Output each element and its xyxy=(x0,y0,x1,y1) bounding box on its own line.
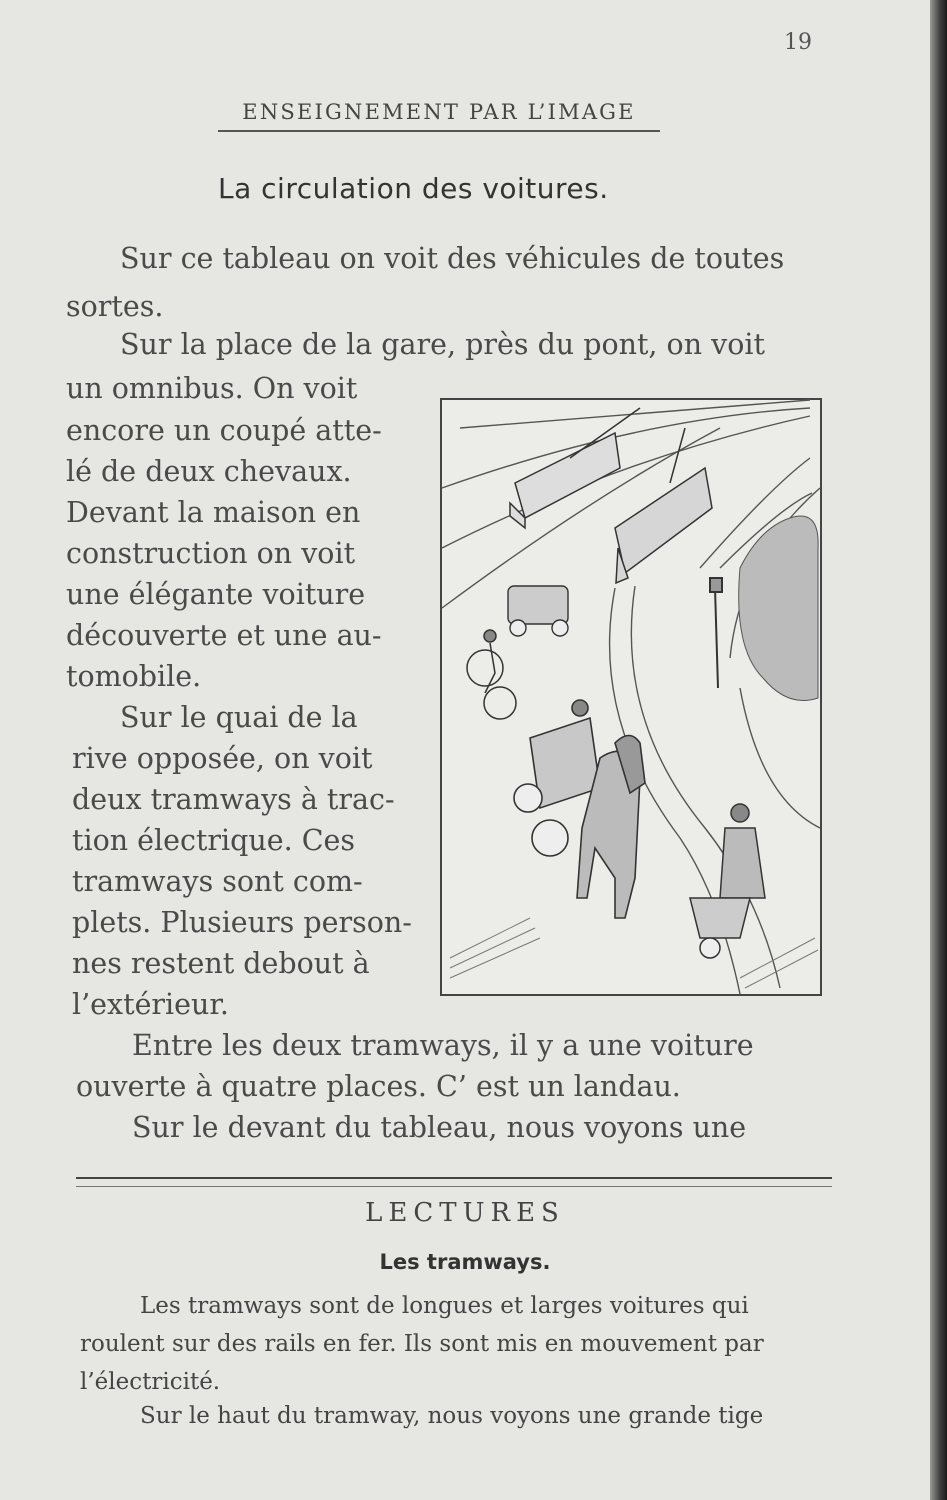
text-line: rive opposée, on voit xyxy=(72,742,373,775)
text-line: tion électrique. Ces xyxy=(72,824,356,857)
lecture-line: l’électricité. xyxy=(80,1369,221,1395)
text-line: deux tramways à trac- xyxy=(72,783,395,816)
text-line: Sur ce tableau on voit des véhicules de toutes xyxy=(120,242,785,275)
lecture-title: Les tramways. xyxy=(379,1250,551,1274)
page-number: 19 xyxy=(784,30,812,55)
text-line: lé de deux chevaux. xyxy=(66,455,352,488)
text-line: construction on voit xyxy=(66,537,356,570)
traffic-illustration xyxy=(440,398,822,996)
text-line: sortes. xyxy=(66,290,164,323)
text-line: un omnibus. On voit xyxy=(66,372,358,405)
text-line: tramways sont com- xyxy=(72,865,363,898)
lesson-title: La circulation des voitures. xyxy=(218,172,609,205)
text-line: découverte et une au- xyxy=(66,619,382,652)
text-line: Sur le devant du tableau, nous voyons une xyxy=(132,1111,747,1144)
text-line: ouverte à quatre places. C’ est un landau. xyxy=(76,1070,681,1103)
text-line: une élégante voiture xyxy=(66,578,366,611)
text-line: Devant la maison en xyxy=(66,496,361,529)
page-header: ENSEIGNEMENT PAR L’IMAGE xyxy=(218,100,660,132)
section-divider xyxy=(76,1177,832,1179)
section-divider-thin xyxy=(76,1186,832,1187)
lecture-line: Sur le haut du tramway, nous voyons une grande tige xyxy=(140,1403,764,1429)
text-line: plets. Plusieurs person- xyxy=(72,906,412,939)
book-binding-shadow xyxy=(930,0,947,1500)
text-line: nes restent debout à xyxy=(72,947,370,980)
text-line: Sur la place de la gare, près du pont, on voit xyxy=(120,328,765,361)
text-line: l’extérieur. xyxy=(72,988,229,1021)
lecture-line: roulent sur des rails en fer. Ils sont mis en mouvement par xyxy=(80,1331,764,1357)
text-line: Entre les deux tramways, il y a une voiture xyxy=(132,1029,754,1062)
text-line: Sur le quai de la xyxy=(120,701,358,734)
section-title: LECTURES xyxy=(365,1198,565,1228)
text-line: tomobile. xyxy=(66,660,202,693)
lecture-line: Les tramways sont de longues et larges voitures qui xyxy=(140,1293,749,1319)
text-line: encore un coupé atte- xyxy=(66,414,382,447)
